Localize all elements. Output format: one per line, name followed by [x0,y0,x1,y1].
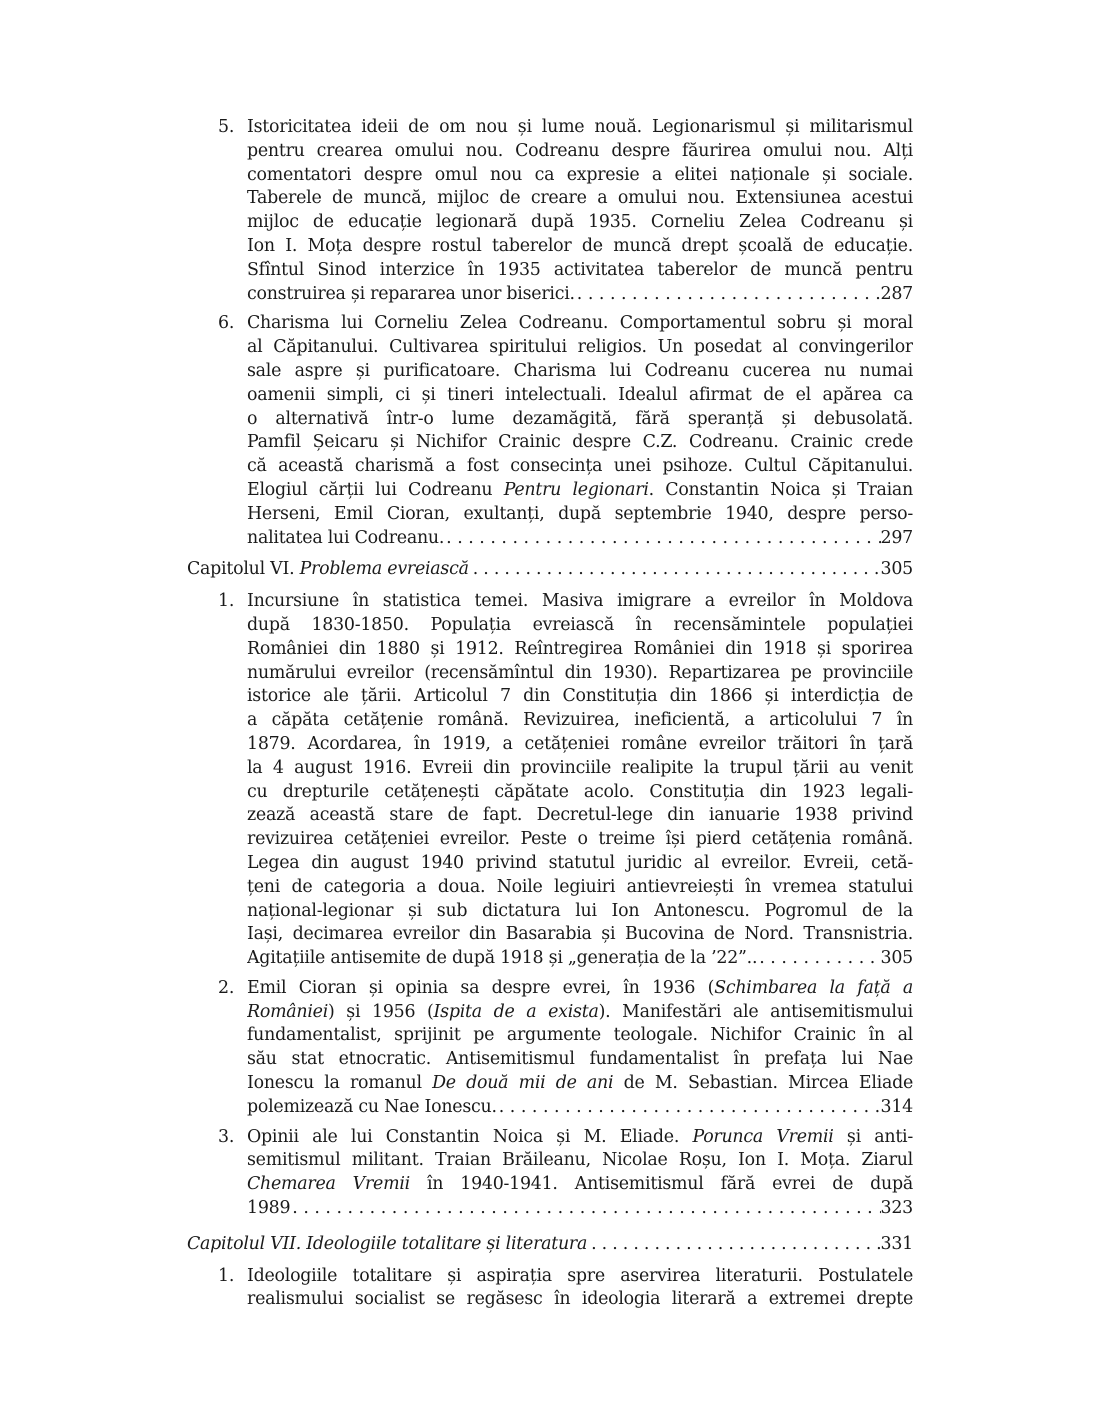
entry-number: 1. [218,1265,235,1286]
page-number: 297 [880,527,913,548]
entry-last-line[interactable] [247,947,913,971]
entry-number: 6. [218,313,235,334]
leader-dots [575,283,881,307]
entry-line: Iași, decimarea evreilor din Basarabia și Bucovina de Nord. Transnistria. [247,924,913,945]
chapter-prefix: Capitolul VI. [187,559,295,580]
chapter-vi-heading[interactable] [187,558,913,582]
chapter-title: Problema evreiască [299,559,469,580]
entry-line: cu drepturile cetățenești căpătate acolo. Constituția din 1923 legali- [247,781,913,802]
entry-line: Incursiune în statistica temei. Masiva imigrare a evreilor în Moldova [247,591,913,612]
entry-text [247,590,913,971]
entry-last-line[interactable] [247,527,913,551]
entry-line: României din 1880 și 1912. Reîntregirea României din 1918 și sporirea [247,638,913,659]
entry-text [247,977,913,1120]
entry-line: 1989 [247,1198,291,1219]
table-of-contents [187,116,913,1318]
page-number: 305 [880,559,913,580]
entry-line: Ion I. Moța despre rostul taberelor de muncă drept școală de educație. [247,235,913,256]
entry-line: Opinii ale lui Constantin Noica și M. Eliade. Porunca Vremii și anti- [247,1126,913,1147]
entry-line: României) și 1956 (Ispita de a exista). Manifestări ale antisemitismului [247,1001,913,1022]
page-number: 305 [880,948,913,969]
leader-dots [290,1197,880,1221]
entry-line: polemizează cu Nae Ionescu. [247,1096,497,1117]
entry-line: istorice ale țării. Articolul 7 din Constituția din 1866 și interdicția de [247,686,913,707]
entry-line: o alternativă într-o lume dezamăgită, fără speranță și debusolată. [247,408,913,429]
entry-number: 1. [218,591,235,612]
entry-line: la 4 august 1916. Evreii din provinciile realipite la trupul țării au venit [247,757,913,778]
entry-line: Sfîntul Sinod interzice în 1935 activitatea taberelor de muncă pentru [247,259,913,280]
entry-line: revizuirea cetățeniei evreilor. Peste o treime își pierd cetățenia română. [247,829,913,850]
leader-dots [469,558,881,582]
entry-line: nalitatea lui Codreanu. [247,527,445,548]
chapter-vii-heading[interactable] [187,1233,913,1257]
entry-line: fundamentalist, sprijinit pe argumente teologale. Nichifor Crainic în al [247,1025,913,1046]
entry-line: al Căpitanului. Cultivarea spiritului religios. Un posedat al convingerilor [247,337,913,358]
entry-text [247,312,913,550]
toc-entry-5 [187,116,913,306]
entry-line: sale aspre și purificatoare. Charisma lui Codreanu cucerea nu numai [247,360,913,381]
entry-line: Charisma lui Corneliu Zelea Codreanu. Comportamentul sobru și moral [247,313,913,334]
entry-line: semitismul militant. Traian Brăileanu, Nicolae Roșu, Ion I. Moța. Ziarul [247,1150,913,1171]
toc-entry-vi-3 [187,1126,913,1221]
leader-dots [444,527,880,551]
entry-line: mijloc de educație legionară după 1935. Corneliu Zelea Codreanu și [247,212,913,233]
entry-line: a căpăta cetățenie română. Revizuirea, ineficientă, a articolului 7 în [247,710,913,731]
page-number: 323 [880,1198,913,1219]
entry-line: național-legionar și sub dictatura lui Ion Antonescu. Pogromul de la [247,900,913,921]
entry-line: Ionescu la romanul De două mii de ani de M. Sebastian. Mircea Eliade [247,1073,913,1094]
entry-number: 5. [218,117,235,137]
entry-line: numărului evreilor (recensămîntul din 1930). Repartizarea pe provinciile [247,662,913,683]
entry-line: Chemarea Vremii în 1940-1941. Antisemitismul fără evrei de după [247,1174,913,1195]
entry-line: Pamfil Șeicaru și Nichifor Crainic despre C.Z. Codreanu. Crainic crede [247,432,913,453]
entry-number: 3. [218,1126,235,1147]
entry-last-line[interactable] [247,1096,913,1120]
entry-line: său stat etnocratic. Antisemitismul fundamentalist în prefața lui Nae [247,1049,913,1070]
entry-line: Elogiul cărții lui Codreanu Pentru legionari. Constantin Noica și Traian [247,479,913,500]
entry-line: Agitațiile antisemite de după 1918 și „generația de la ’22”.. [247,948,758,969]
leader-dots [497,1096,881,1120]
toc-entry-6 [187,312,913,550]
leader-dots [587,1233,880,1257]
leader-dots [757,947,880,971]
page-number: 331 [880,1233,913,1254]
entry-line: Herseni, Emil Cioran, exultanți, după septembrie 1940, despre perso- [247,503,913,524]
entry-line: construirea și repararea unor biserici. [247,283,575,304]
entry-number: 2. [218,977,235,998]
entry-last-line[interactable] [247,1197,913,1221]
entry-line: Istoricitatea ideii de om nou și lume nouă. Legionarismul și militarismul [247,117,913,137]
entry-line: Taberele de muncă, mijloc de creare a omului nou. Extensiunea acestui [247,188,913,209]
toc-entry-vii-1 [187,1265,913,1313]
chapter-title: Capitolul VII. Ideologiile totalitare și literatura [187,1233,588,1254]
entry-line: Emil Cioran și opinia sa despre evrei, în 1936 (Schimbarea la față a [247,977,913,998]
entry-line: după 1830-1850. Populația evreiască în recensămintele populației [247,614,913,635]
toc-entry-vi-2 [187,977,913,1120]
page-number: 314 [880,1096,913,1117]
entry-line: Ideologiile totalitare și aspirația spre aservirea literaturii. Postulatele [247,1265,913,1286]
entry-line: țeni de categoria a doua. Noile legiuiri antievreiești în vremea statului [247,876,913,897]
entry-line: că această charismă a fost consecința unei psihoze. Cultul Căpitanului. [247,456,913,477]
entry-line: 1879. Acordarea, în 1919, a cetățeniei române evreilor trăitori în țară [247,733,913,754]
entry-line: oamenii simpli, ci și tineri intelectuali. Idealul afirmat de el apărea ca [247,384,913,405]
toc-entry-vi-1 [187,590,913,971]
entry-line: realismului socialist se regăsesc în ideologia literară a extremei drepte [247,1289,913,1310]
entry-line: zează această stare de fapt. Decretul-lege din ianuarie 1938 privind [247,805,913,826]
entry-last-line[interactable] [247,283,913,307]
entry-line: comentatori despre omul nou ca expresie a elitei naționale și sociale. [247,164,913,185]
entry-text [247,1126,913,1221]
entry-text [247,1265,913,1313]
entry-text [247,116,913,306]
page-number: 287 [880,283,913,304]
entry-line: Legea din august 1940 privind statutul juridic al evreilor. Evreii, cetă- [247,852,913,873]
entry-line: pentru crearea omului nou. Codreanu despre făurirea omului nou. Alți [247,140,913,161]
